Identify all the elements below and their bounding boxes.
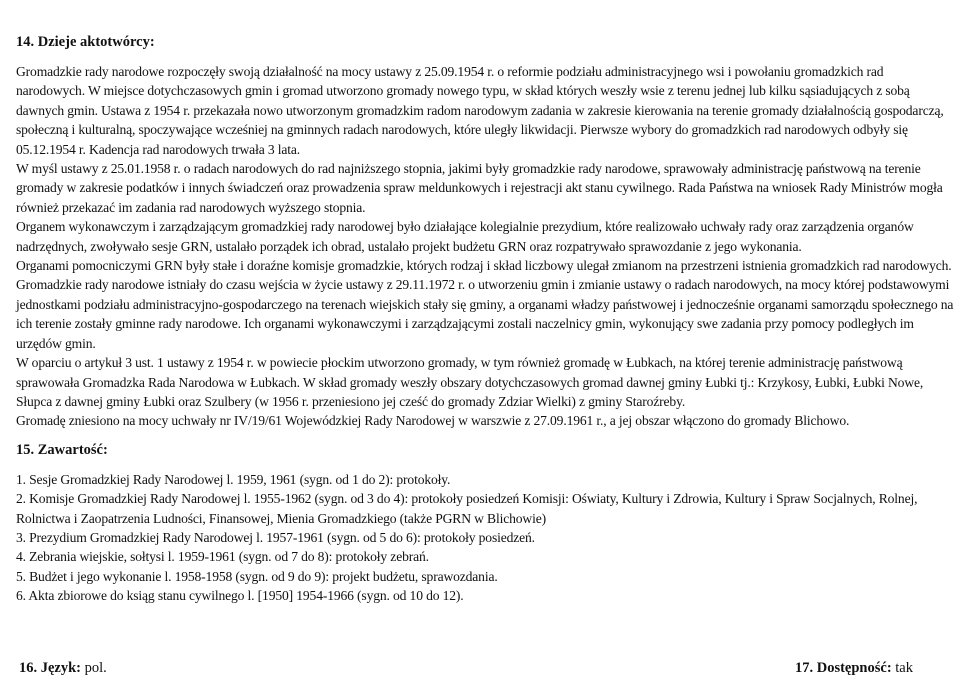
access-value: tak [895,660,913,676]
contents-item: 6. Akta zbiorowe do ksiąg stanu cywilnego l. [1950] 1954-1966 (sygn. od 10 do 12). [16,588,464,604]
contents-item: 3. Prezydium Gromadzkiej Rady Narodowej l. 1957-1961 (sygn. od 5 do 6): protokoły posiedzeń. [16,529,535,545]
access-field [795,659,913,677]
language-value: pol. [84,660,107,676]
contents-list [16,470,954,606]
contents-heading: 15. Zawartość: [16,441,108,458]
history-paragraph: Organami pomocniczymi GRN były stałe i doraźne komisje gromadzkie, których rodzaj i skład liczbowy ulegał zmianom na przestrzeni istnienia gromadzkich rad narodowych. [16,258,952,274]
history-paragraph: Gromadzkie rady narodowe istniały do czasu wejścia w życie ustawy z 29.11.1972 r. o utworzeniu gmin i zmianie ustawy o radach narodowych, na mocy której podstawowymi jednostkami podziału administracyjno-gospodarczego na terenach wiejskich stały się gminy, a organami władzy państwowej i jednocześnie organami samorządu społecznego na ich terenie zostały gminne rady narodowe. Ich organami wykonawczymi i zarządzającymi zostali naczelnicy gmin, wykonujący swe zadania przy pomocy podległych im urzędów gmin. [16,277,954,351]
history-paragraph: Gromadzkie rady narodowe rozpoczęły swoją działalność na mocy ustawy z 25.09.1954 r. o reformie podziału administracyjnego wsi i powołaniu gromadzkich rad narodowych. W miejsce dotychczasowych gmin i gromad utworzono gromady nowego typu, w skład których weszły wsie z terenu jednej lub kilku sąsiadujących z sobą dawnych gmin. Ustawa z 1954 r. przekazała nowo utworzonym gromadzkim radom narodowym zadania w zakresie kierowania na terenie gromady działalnością gospodarczą, społeczną i kulturalną, spoczywające wcześniej na gminnych radach narodowych, które uległy likwidacji. Pierwsze wybory do gromadzkich rad narodowych odbyły się 05.12.1954 r. Kadencja rad narodowych trwała 3 lata. [16,64,944,157]
language-label: 16. Język: [19,660,82,676]
footer-row [19,659,913,677]
contents-item: 4. Zebrania wiejskie, sołtysi l. 1959-1961 (sygn. od 7 do 8): protokoły zebrań. [16,549,429,565]
contents-item: 1. Sesje Gromadzkiej Rady Narodowej l. 1959, 1961 (sygn. od 1 do 2): protokoły. [16,471,451,487]
history-section [16,62,954,431]
history-paragraph: Organem wykonawczym i zarządzającym gromadzkiej rady narodowej było działające kolegialnie prezydium, które realizowało uchwały rady oraz zarządzenia organów nadrzędnych, zwoływało sesje GRN, ustalało porządek ich obrad, ustalało projekt budżetu GRN oraz rozpatrywało sprawozdanie z jego wykonania. [16,219,914,254]
language-field [19,659,107,677]
history-paragraph: W myśl ustawy z 25.01.1958 r. o radach narodowych do rad najniższego stopnia, jakimi były gromadzkie rady narodowe, sprawowały administrację państwową na terenie gromady w zakresie podatków i innych świadczeń oraz prowadzenia spraw meldunkowych i rejestracji akt stanu cywilnego. Rada Państwa na wniosek Rady Ministrów mogła również przekazać im zadania rad narodowych wyższego stopnia. [16,161,943,215]
history-heading: 14. Dzieje aktotwórcy: [16,34,155,50]
document-page [16,33,954,606]
contents-item: 5. Budżet i jego wykonanie l. 1958-1958 (sygn. od 9 do 9): projekt budżetu, sprawozdania. [16,568,498,584]
access-label: 17. Dostępność: [794,660,892,676]
history-paragraph: Gromadę zniesiono na mocy uchwały nr IV/19/61 Wojewódzkiej Rady Narodowej w warszwie z 27.09.1961 r., a jej obszar włączono do gromady Blichowo. [16,413,850,429]
history-paragraph: W oparciu o artykuł 3 ust. 1 ustawy z 1954 r. w powiecie płockim utworzono gromady, w tym również gromadę w Łubkach, na której terenie administrację państwową sprawowała Gromadzka Rada Narodowa w Łubkach. W skład gromady weszły obszary dotychczasowych gromad dawnej gminy Łubki tj.: Krzykosy, Łubki, Łubki Nowe, Słupca z dawnej gminy Łubki oraz Szulbery (w 1956 r. przeniesiono jej cześć do gromady Zdziar Wielki) z gminy Staroźreby. [16,355,924,409]
contents-item: 2. Komisje Gromadzkiej Rady Narodowej l. 1955-1962 (sygn. od 3 do 4): protokoły posiedzeń Komisji: Oświaty, Kultury i Zdrowia, Kultury i Spraw Socjalnych, Rolnej, Rolnictwa i Zaopatrzenia Ludności, Finansowej, Mienia Gromadzkiego (także PGRN w Blichowie) [16,491,918,526]
